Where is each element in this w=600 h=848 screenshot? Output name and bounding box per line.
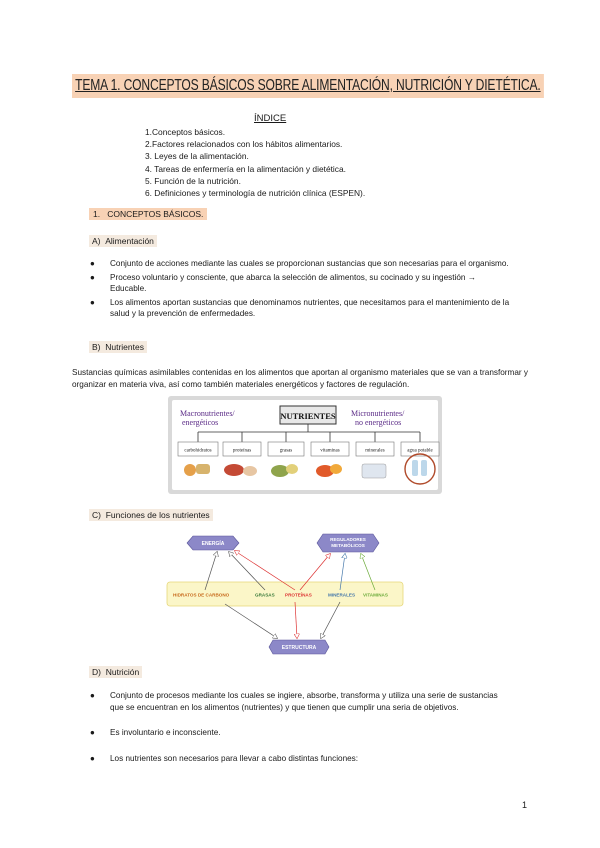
micronutrients-label: Micronutrientes/ no energéticos <box>351 409 405 427</box>
index-item: 4. Tareas de enfermería en la alimentación y dietética. <box>145 163 346 174</box>
grasas-label: GRASAS <box>255 592 275 598</box>
index-item: 1.Conceptos básicos. <box>145 127 226 137</box>
item-carbohidratos: carbohidratos <box>184 448 212 454</box>
proteinas-label: PROTEÍNAS <box>285 592 312 598</box>
index-list <box>145 126 365 199</box>
section-title: CONCEPTOS BÁSICOS. <box>107 209 204 219</box>
subsection-label: A) <box>92 236 101 246</box>
list-item: ● Es involuntario e inconsciente. <box>90 728 221 738</box>
index-item: 5. Función de la nutrición. <box>145 175 241 186</box>
subsection-d-heading <box>89 667 142 677</box>
subsection-a-heading <box>89 236 157 246</box>
subsection-title: Nutrición <box>105 667 140 677</box>
functions-diagram <box>165 530 405 658</box>
section-1-heading <box>89 209 207 219</box>
index-heading: ÍNDICE <box>254 113 287 124</box>
page-number: 1 <box>521 800 527 810</box>
hidratos-label: HIDRATOS DE CARBONO <box>173 592 230 598</box>
list-item: ● Los alimentos aportan sustancias que denominamos nutrientes, que necesitamos para el mantenimiento de la salud y la prevención de enfermedades. <box>90 297 510 319</box>
list-item: ● Conjunto de acciones mediante las cuales se proporcionan sustancias que son necesarias para el organismo. <box>90 259 509 268</box>
page-title: TEMA 1. CONCEPTOS BÁSICOS SOBRE ALIMENTACIÓN, NUTRICIÓN Y DIETÉTICA. <box>72 74 544 98</box>
list-item: ● Los nutrientes son necesarios para llevar a cabo distintas funciones: <box>90 753 359 763</box>
item-minerales: minerales <box>365 448 385 454</box>
subsection-label: B) <box>92 342 101 352</box>
functions-figure <box>165 530 405 658</box>
nutrients-figure <box>168 396 442 494</box>
section-number: 1. <box>93 209 101 219</box>
item-vitaminas: vitaminas <box>320 448 340 454</box>
subsection-c-heading <box>89 510 213 520</box>
reguladores-label: REGULADORES METABÓLICOS <box>330 537 366 548</box>
minerales-label: MINERALES <box>328 592 356 598</box>
index-item: 3. Leyes de la alimentación. <box>145 151 249 162</box>
vitaminas-label: VITAMINAS <box>363 592 388 598</box>
list-item: ● Conjunto de procesos mediante los cuales se ingiere, absorbe, transforma y utiliza una serie de sustancias que se encuentran en los alimentos (nutrientes) y que tienen que cumplir una seria de objetivos. <box>90 691 498 712</box>
subsection-label: D) <box>92 667 101 677</box>
subsection-title: Nutrientes <box>105 342 144 352</box>
energia-label: ENERGÍA <box>201 541 225 547</box>
estructura-label: ESTRUCTURA <box>281 645 317 651</box>
list-item: ● Proceso voluntario y consciente, que abarca la selección de alimentos, su cocinado y su ingestión → Educable. <box>90 272 476 294</box>
index-item: 2.Factores relacionados con los hábitos alimentarios. <box>145 139 343 150</box>
item-proteinas: proteínas <box>232 448 252 454</box>
macronutrients-label: Macronutrientes/ energéticos <box>180 409 235 427</box>
nutrients-diagram <box>168 396 442 494</box>
subsection-title: Funciones de los nutrientes <box>105 510 210 520</box>
subsection-title: Alimentación <box>105 236 154 246</box>
item-grasas: grasas <box>279 448 293 454</box>
item-agua: agua potable <box>407 448 433 454</box>
subsection-d-bullets <box>90 690 510 766</box>
nutrients-paragraph: Sustancias químicas asimilables contenidas en los alimentos que aportan al organismo materiales que se van a transformar y organizar en materia viva, así como también materiales energéticos y factores de regulación. <box>72 368 529 389</box>
subsection-a-bullets <box>90 258 510 322</box>
index-item: 6. Definiciones y terminología de nutrición clínica (ESPEN). <box>145 188 366 199</box>
nutrients-center-label: NUTRIENTES <box>280 411 336 421</box>
subsection-label: C) <box>92 510 101 520</box>
subsection-b-heading <box>89 342 147 352</box>
